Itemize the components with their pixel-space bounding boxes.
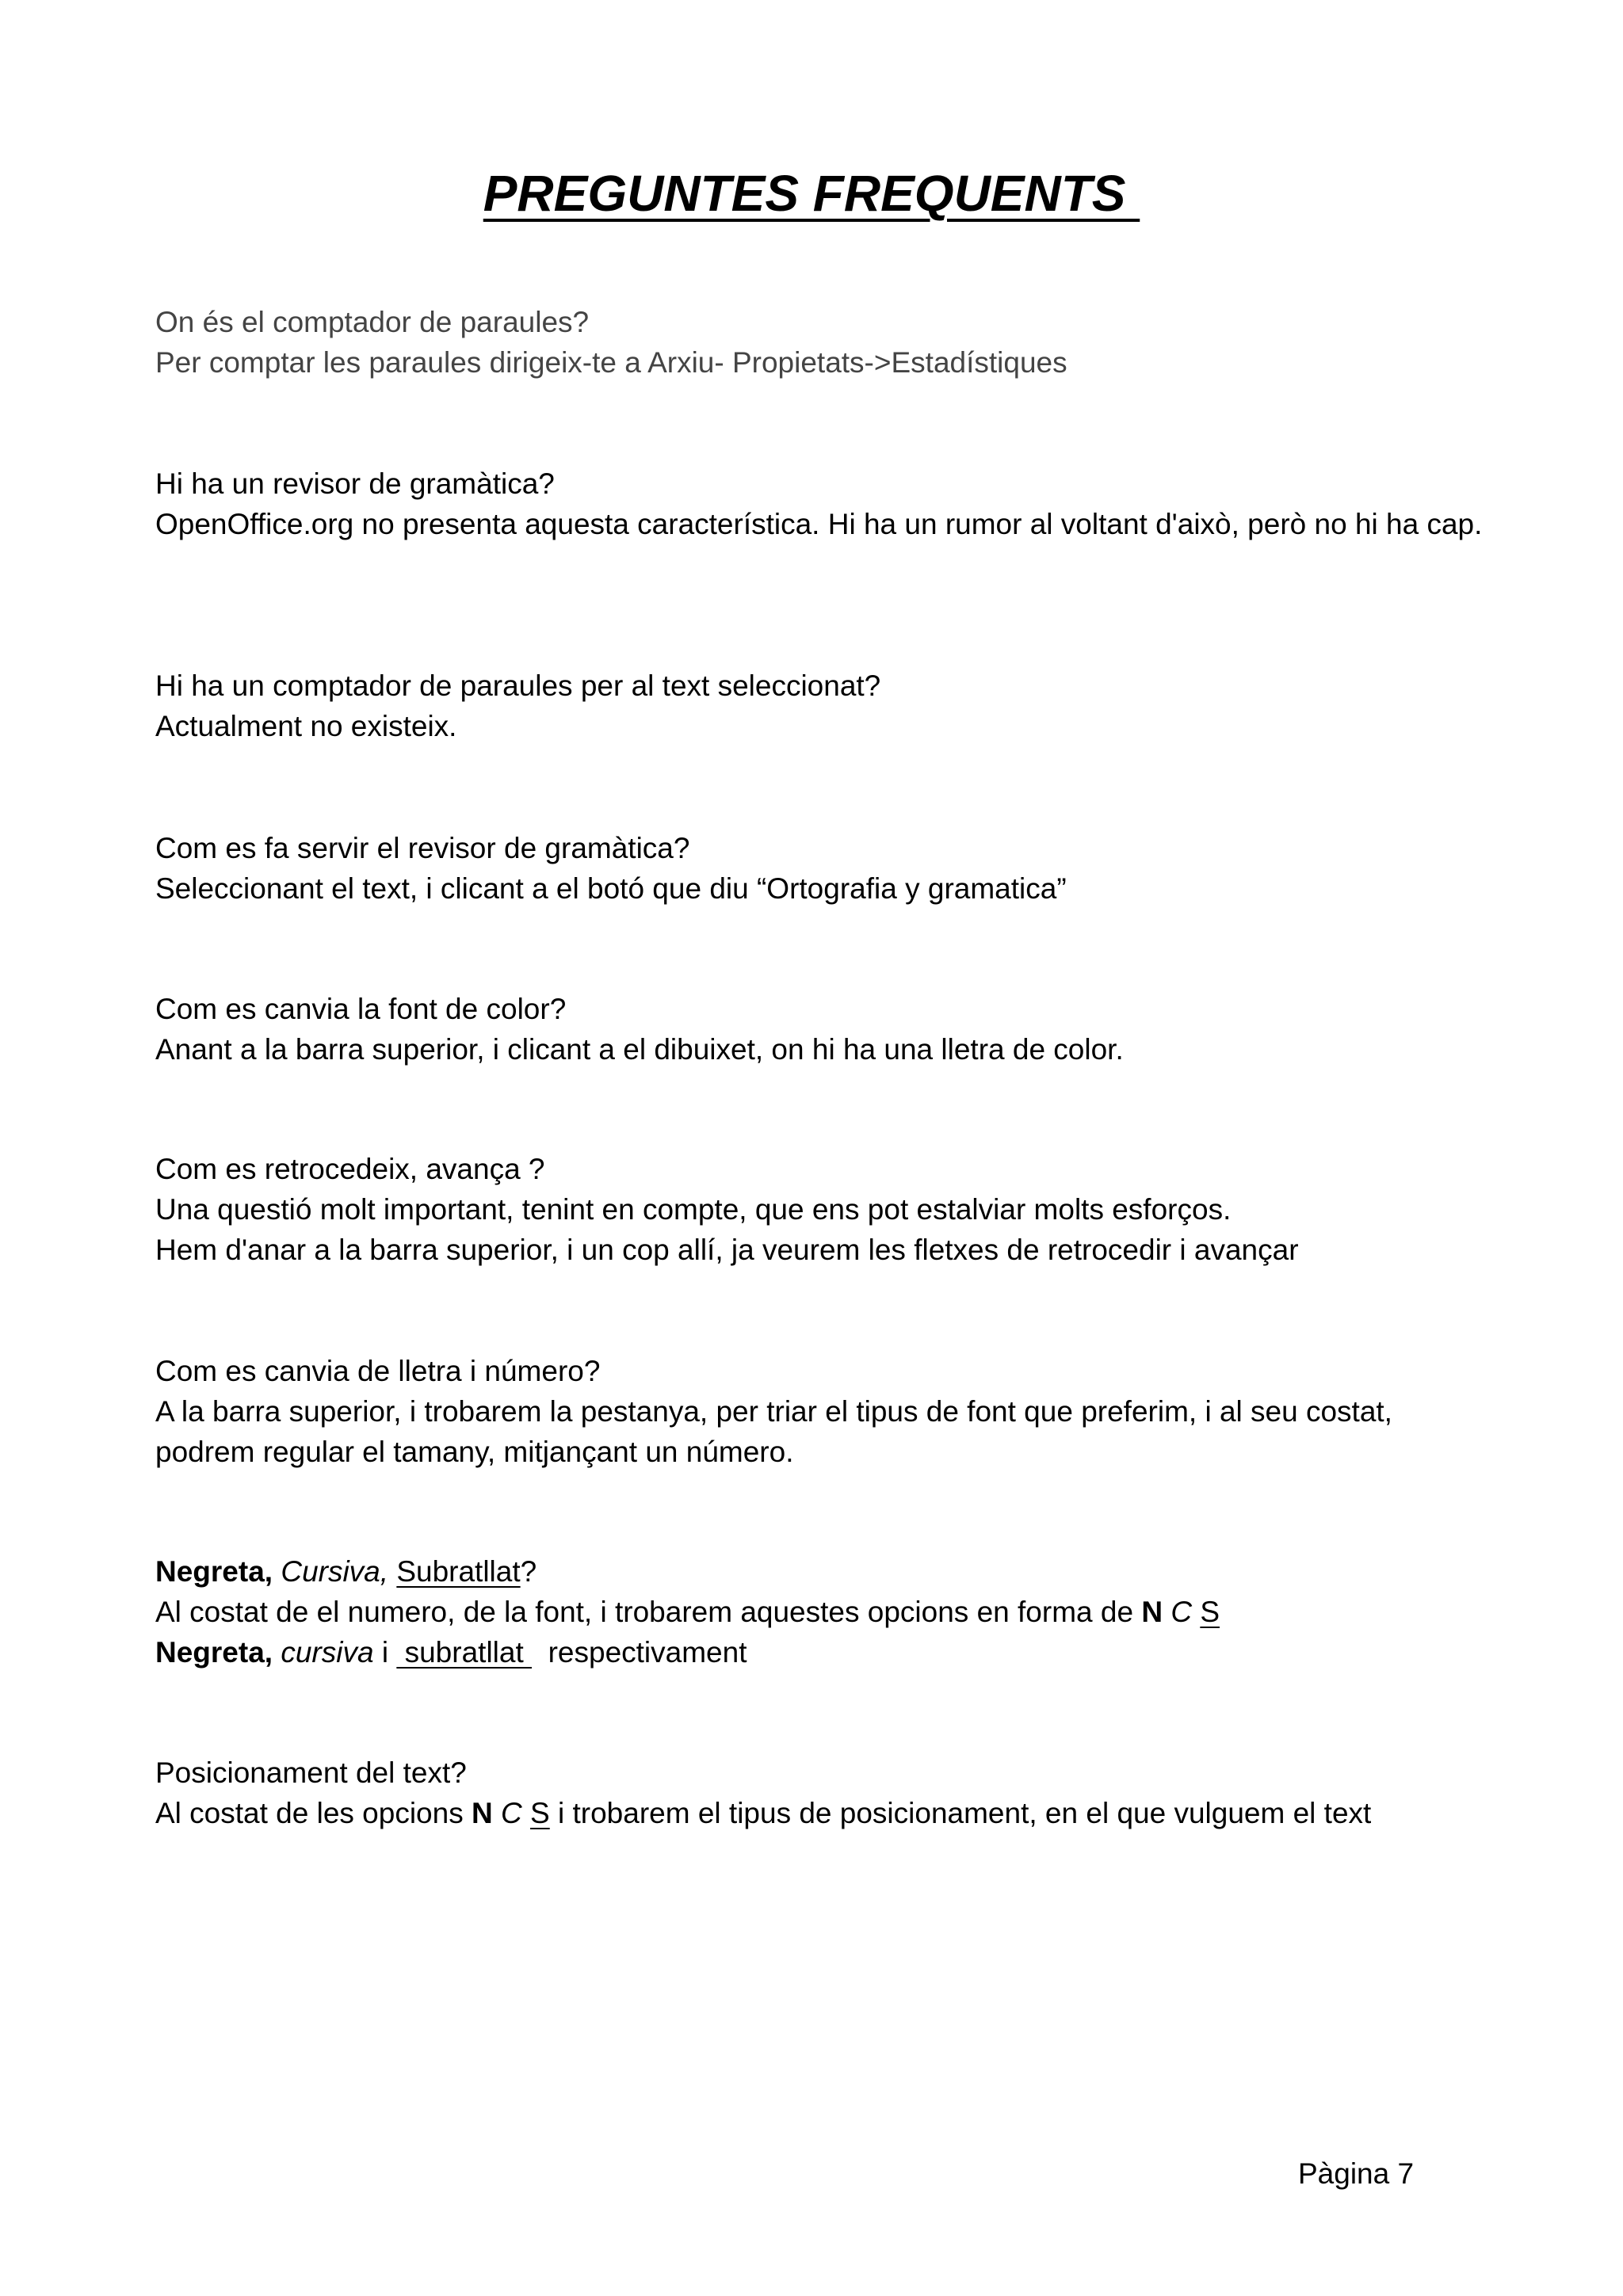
page-title [0, 155, 1623, 231]
faq-item-undo-redo [155, 1149, 1487, 1270]
faq-item-grammar-checker [155, 463, 1487, 544]
page-number: Pàgina 7 [1298, 2157, 1415, 2190]
faq-item-font-and-size [155, 1351, 1487, 1472]
faq-question: Com es canvia la font de color? [155, 993, 567, 1025]
faq-answer: Per comptar les paraules dirigeix-te a Arxiu- Propietats->Estadístiques [155, 346, 1067, 379]
faq-item-font-color [155, 989, 1487, 1070]
faq-item-selected-word-counter [155, 666, 1487, 746]
underline-symbol: S [530, 1797, 550, 1829]
faq-question: Com es fa servir el revisor de gramàtica? [155, 832, 690, 864]
italic-symbol: C [501, 1797, 522, 1829]
italic-text: Cursiva, [281, 1555, 389, 1588]
bold-text: Negreta, [155, 1636, 273, 1669]
faq-answer: A la barra superior, i trobarem la pestanya, per triar el tipus de font que preferim, i al seu costat, podrem regular el tamany, mitjançant un número. [155, 1395, 1392, 1468]
faq-item-word-counter [155, 302, 1487, 383]
faq-question: Com es retrocedeix, avança ? [155, 1153, 545, 1185]
page-title-text: PREGUNTES FREQUENTS [483, 165, 1140, 222]
faq-question: Posicionament del text? [155, 1756, 467, 1789]
faq-answer: Seleccionant el text, i clicant a el botó que diu “Ortografia y gramatica” [155, 872, 1067, 905]
faq-answer: Al costat de les opcions N C S i trobarem el tipus de posicionament, en el que vulguem el text [155, 1797, 1372, 1829]
bold-symbol: N [1141, 1596, 1163, 1628]
faq-item-text-alignment [155, 1753, 1487, 1833]
bold-text: Negreta, [155, 1555, 273, 1588]
faq-item-bold-italic-underline [155, 1551, 1487, 1672]
faq-answer-line-2: Hem d'anar a la barra superior, i un cop allí, ja veurem les fletxes de retrocedir i avançar [155, 1234, 1299, 1266]
underline-text: Subratllat [396, 1555, 521, 1588]
faq-question: On és el comptador de paraules? [155, 306, 590, 338]
faq-item-use-grammar-checker [155, 828, 1487, 909]
faq-answer-line-1: Una questió molt important, tenint en compte, que ens pot estalviar molts esforços. [155, 1193, 1232, 1226]
underline-symbol: S [1200, 1596, 1220, 1628]
faq-answer: Anant a la barra superior, i clicant a el dibuixet, on hi ha una lletra de color. [155, 1033, 1124, 1066]
faq-question: Com es canvia de lletra i número? [155, 1355, 601, 1387]
faq-question: Hi ha un revisor de gramàtica? [155, 467, 555, 500]
faq-answer: Actualment no existeix. [155, 710, 457, 742]
faq-answer-line-2: Negreta, cursiva i subratllat respectivament [155, 1636, 747, 1669]
italic-symbol: C [1170, 1596, 1193, 1628]
faq-question: Negreta, Cursiva, Subratllat? [155, 1555, 537, 1588]
bold-symbol: N [472, 1797, 493, 1829]
italic-text: cursiva [281, 1636, 374, 1669]
faq-answer: OpenOffice.org no presenta aquesta característica. Hi ha un rumor al voltant d'això, però no hi ha cap. [155, 508, 1483, 540]
faq-answer-line-1: Al costat de el numero, de la font, i trobarem aquestes opcions en forma de N C S [155, 1596, 1220, 1628]
underline-text: subratllat [396, 1636, 533, 1669]
faq-question: Hi ha un comptador de paraules per al text seleccionat? [155, 669, 881, 702]
